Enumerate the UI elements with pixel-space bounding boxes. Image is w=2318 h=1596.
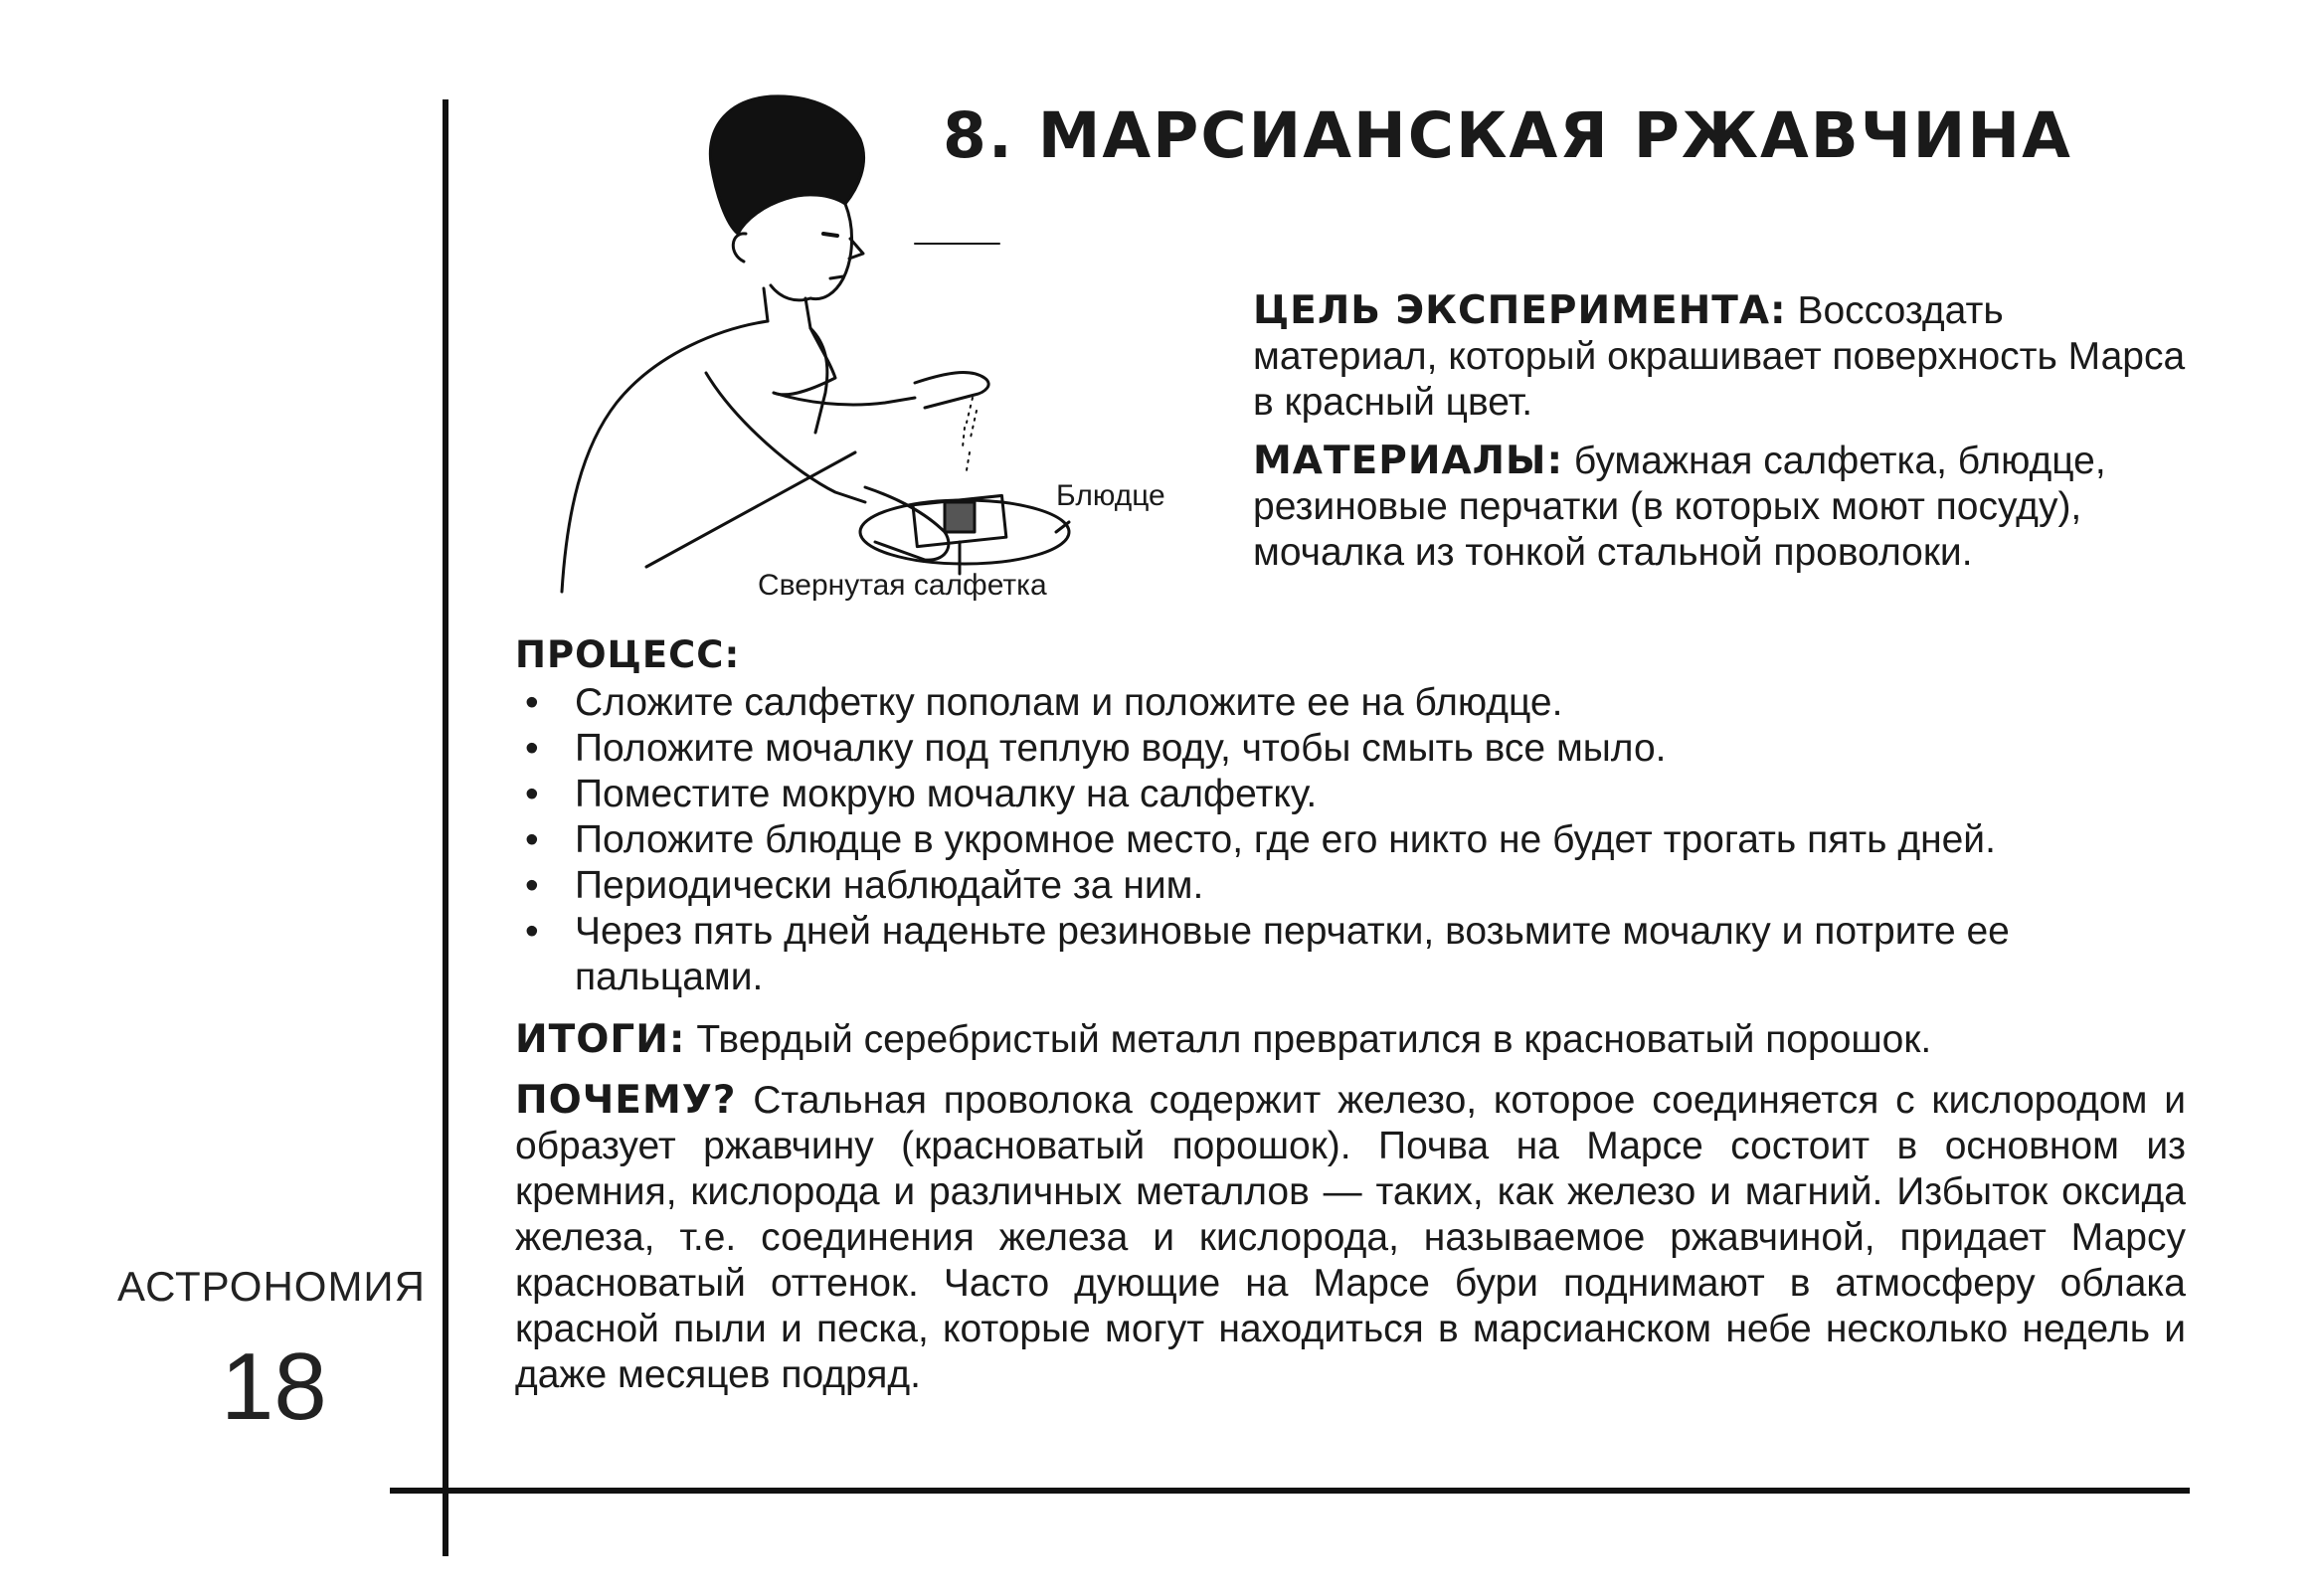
materials-text: бумажная салфетка, блюдце, резиновые перчатки (в которых моют посуду), мочалка из тонкой стальной проволоки. [1253,440,2106,574]
body [562,321,768,592]
page-number: 18 [221,1333,327,1440]
table-edge [646,452,855,567]
right-arm [706,373,865,502]
plate-caption: Блюдце [1056,479,1165,512]
goal-paragraph [1253,288,2188,426]
process-steps [515,680,2186,1000]
materials-paragraph [1253,439,2188,576]
hair [710,96,863,234]
materials-label: МАТЕРИАЛЫ: [1253,439,1564,483]
eye [823,234,837,236]
why-label: ПОЧЕМУ? [515,1078,737,1123]
results-label: ИТОГИ: [515,1017,686,1062]
section-name: АСТРОНОМИЯ [117,1263,426,1310]
results-paragraph [515,1017,2186,1063]
napkin-caption: Свернутая салфетка [758,569,1047,602]
ear [733,234,746,262]
horizontal-rule [390,1488,2190,1494]
neck [764,288,810,328]
results-text: Твердый серебристый металл превратился в красноватый порошок. [696,1018,1932,1061]
face [771,204,852,300]
process-step: • Через пять дней наденьте резиновые перчатки, возьмите мочалку и потрите ее пальцами. [515,909,2186,1000]
process-step: • Положите мочалку под теплую воду, чтобы смыть все мыло. [515,726,2186,772]
why-paragraph [515,1078,2186,1398]
process-step: • Положите блюдце в укромное место, где его никто не будет трогать пять дней. [515,817,2186,863]
mouth [830,276,843,278]
goal-label: ЦЕЛЬ ЭКСПЕРИМЕНТА: [1253,288,1787,333]
goal-text: Воссоздать материал, который окрашивает поверхность Марса в красный цвет. [1253,289,2186,424]
boy-experiment-illustration [507,94,1203,612]
vertical-rule [443,99,448,1556]
page-title: 8. МАРСИАНСКАЯ РЖАВЧИНА [943,99,2072,172]
process-step: • Сложите салфетку пополам и положите ее на блюдце. [515,680,2186,726]
process-step: • Поместите мокрую мочалку на салфетку. [515,772,2186,817]
why-text: Стальная проволока содержит железо, которое соединяется с кислородом и образует ржавчину (красноватый порошок). Почва на Марсе состоит в основном из кремния, кислорода и различных металлов — таких, как железо и магний. Избыток оксида железа, т.е. соединения железа и кислорода, называемое ржавчиной, придает Марсу красноватый оттенок. Часто дующие на Марсе бури поднимают в атмосферу облака красной пыли и песка, которые могут находиться в марсианском небе несколько недель и даже месяцев подряд. [515,1079,2186,1396]
process-step: • Периодически наблюдайте за ним. [515,863,2186,909]
process-heading: ПРОЦЕСС: [515,633,741,676]
left-glove [915,373,988,408]
sprinkle [963,398,977,470]
steel-wool [945,502,975,532]
